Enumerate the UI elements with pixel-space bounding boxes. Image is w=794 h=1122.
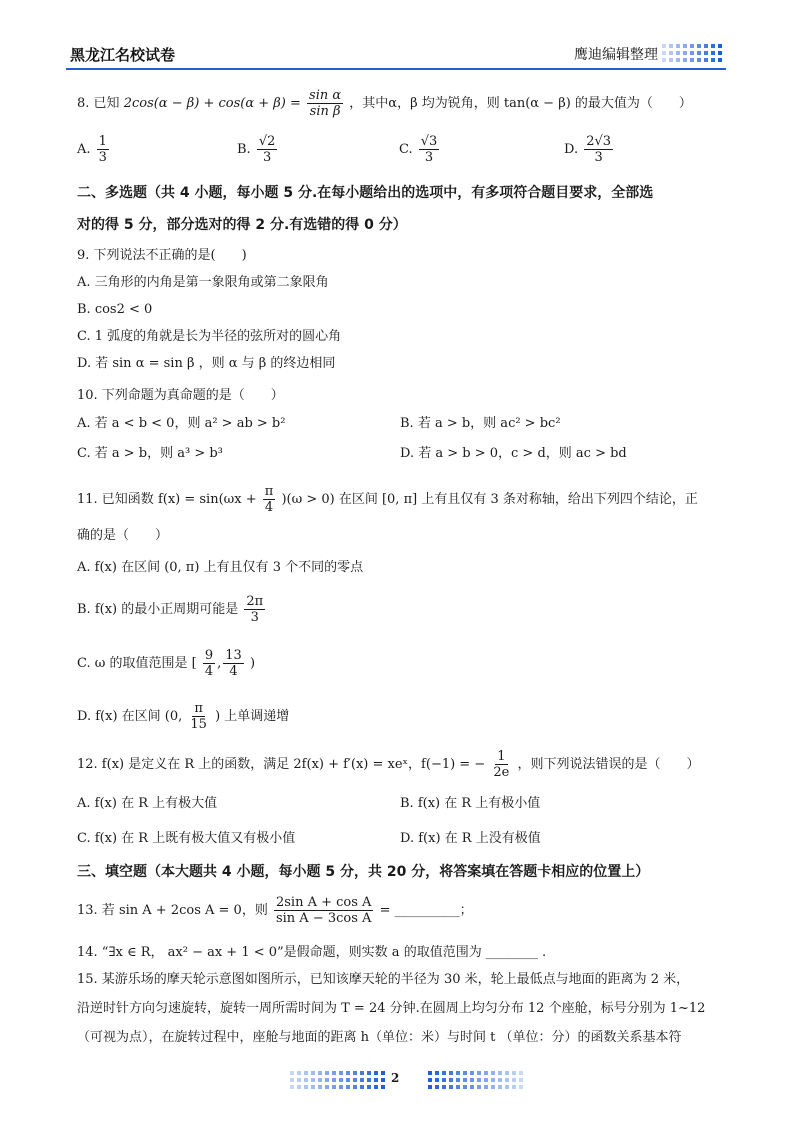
section2-title-line2: 对的得 5 分，部分选对的得 2 分.有选错的得 0 分） [77,217,407,233]
decor-dot [498,1085,502,1089]
decor-dot [662,58,666,62]
decor-dot [290,1071,294,1075]
decor-dot [374,1071,378,1075]
decor-dot [512,1085,516,1089]
decor-dot [353,1071,357,1075]
decor-dot [339,1071,343,1075]
decor-dot [470,1078,474,1082]
decor-dot [311,1071,315,1075]
decor-dot [470,1071,474,1075]
decor-dot [318,1078,322,1082]
decor-dot [346,1085,350,1089]
decor-dot [435,1071,439,1075]
decor-dot [311,1078,315,1082]
decor-dot [704,58,708,62]
decor-dot [367,1078,371,1082]
decor-dot [498,1078,502,1082]
decor-dot [697,44,701,48]
decor-dot [669,44,673,48]
decor-dot [297,1085,301,1089]
decor-dot [711,51,715,55]
decor-dot [676,51,680,55]
decor-dot [325,1085,329,1089]
q10-option-a: A. 若 a < b < 0，则 a² > ab > b² [77,416,286,431]
decor-dot [346,1078,350,1082]
decor-dot [456,1071,460,1075]
decor-dot [318,1071,322,1075]
decor-dot [697,58,701,62]
decor-dot [491,1071,495,1075]
decor-dot [339,1078,343,1082]
decor-dot [669,51,673,55]
header-school-title: 黑龙江名校试卷 [70,46,176,64]
decor-dot [505,1071,509,1075]
decor-dot [374,1085,378,1089]
decor-dot [435,1085,439,1089]
decor-dot [704,51,708,55]
page-number: 2 [391,1071,400,1085]
decor-dot [512,1078,516,1082]
decor-dot [463,1085,467,1089]
q15-line2: 沿逆时针方向匀速旋转，旋转一周所需时间为 T = 24 分钟.在圆周上均匀分布 12 个座舱，标号分别为 1~12 [77,1001,706,1016]
decor-dot [690,51,694,55]
header-editor-title: 鹰迪编辑整理 [574,47,658,63]
decor-dot [304,1085,308,1089]
q8-stem: 8. 已知 2cos(α − β) + cos(α + β) = $\frac{\text{sin α}}{\text{sin β}}$ ，其中α，β 均为锐角，则 tan(α − β) 的最大值为（ ） [77,88,692,119]
decor-dot [519,1078,523,1082]
decor-dot [442,1071,446,1075]
decor-dot [367,1071,371,1075]
decor-dot [662,44,666,48]
decor-dot [697,51,701,55]
decor-dot [477,1085,481,1089]
decor-dot [325,1071,329,1075]
decor-dot [381,1085,385,1089]
decor-dot [374,1078,378,1082]
q12-option-a: A. f(x) 在 R 上有极大值 [77,796,218,811]
header-dots-decoration [662,44,722,62]
decor-dot [512,1071,516,1075]
q10-stem: 10. 下列命题为真命题的是（ ） [77,388,284,403]
decor-dot [442,1078,446,1082]
q12-option-b: B. f(x) 在 R 上有极小值 [400,796,541,811]
decor-dot [676,44,680,48]
decor-dot [297,1071,301,1075]
decor-dot [498,1071,502,1075]
decor-dot [360,1078,364,1082]
q11-option-a: A. f(x) 在区间 (0, π) 上有且仅有 3 个不同的零点 [77,560,364,575]
decor-dot [339,1085,343,1089]
decor-dot [353,1085,357,1089]
decor-dot [491,1078,495,1082]
decor-dot [456,1085,460,1089]
decor-dot [449,1085,453,1089]
decor-dot [297,1078,301,1082]
decor-dot [484,1071,488,1075]
decor-dot [484,1085,488,1089]
decor-dot [711,58,715,62]
decor-dot [683,58,687,62]
q12-option-d: D. f(x) 在 R 上没有极值 [400,831,541,846]
q8-option-b: B. $\frac{√2}{3}$ [237,134,276,165]
q11-stem-line2: 确的是（ ） [77,528,169,543]
q10-option-b: B. 若 a > b，则 ac² > bc² [400,416,561,431]
q12-option-c: C. f(x) 在 R 上既有极大值又有极小值 [77,831,296,846]
decor-dot [718,51,722,55]
decor-dot [463,1078,467,1082]
q8-option-c: C. $\frac{√3}{3}$ [399,134,438,165]
decor-dot [381,1071,385,1075]
decor-dot [290,1085,294,1089]
footer-dots-left [290,1071,385,1089]
decor-dot [477,1078,481,1082]
decor-dot [718,58,722,62]
footer-dots-right [428,1071,523,1089]
q9-option-c: C. 1 弧度的角就是长为半径的弦所对的圆心角 [77,329,342,344]
decor-dot [676,58,680,62]
decor-dot [669,58,673,62]
decor-dot [360,1085,364,1089]
decor-dot [346,1071,350,1075]
decor-dot [690,44,694,48]
q13-stem: 13. 若 sin A + 2cos A = 0，则 $\frac{\text{2sin A + cos A}}{\text{sin A − 3cos A}}$ = __________； [77,895,473,926]
decor-dot [449,1078,453,1082]
q11-option-b: B. f(x) 的最小正周期可能是 $\frac{2\pi}{3}$ [77,594,264,625]
decor-dot [505,1078,509,1082]
decor-dot [318,1085,322,1089]
q8-fraction: $\frac{\text{sin α}}{\text{sin β}}$ [309,88,342,119]
q9-option-a: A. 三角形的内角是第一象限角或第二象限角 [77,275,329,290]
decor-dot [711,44,715,48]
decor-dot [290,1078,294,1082]
decor-dot [718,44,722,48]
q9-option-b: B. cos2 < 0 [77,302,153,317]
section2-title-line1: 二、多选题（共 4 小题，每小题 5 分.在每小题给出的选项中，有多项符合题目要求，全部选 [77,185,654,201]
decor-dot [332,1078,336,1082]
decor-dot [304,1071,308,1075]
decor-dot [311,1085,315,1089]
q8-option-a: A. $\frac{1}{3}$ [77,134,107,165]
decor-dot [442,1085,446,1089]
decor-dot [435,1078,439,1082]
decor-dot [381,1078,385,1082]
decor-dot [704,44,708,48]
q11-stem: 11. 已知函数 f(x) = sin(ωx + $\frac{\pi}{4}$ )(ω > 0) 在区间 [0, π] 上有且仅有 3 条对称轴，给出下列四个结论，正 [77,484,698,515]
decor-dot [519,1071,523,1075]
decor-dot [332,1085,336,1089]
decor-dot [428,1078,432,1082]
decor-dot [491,1085,495,1089]
decor-dot [477,1071,481,1075]
q8-option-d: D. $\frac{2√3}{3}$ [564,134,612,165]
decor-dot [449,1071,453,1075]
header-rule [66,68,726,70]
decor-dot [484,1078,488,1082]
decor-dot [505,1085,509,1089]
decor-dot [662,51,666,55]
decor-dot [470,1085,474,1089]
q15-line3: （可视为点），在旋转过程中，座舱与地面的距离 h（单位：米）与时间 t （单位：分）的函数关系基本符 [77,1030,682,1045]
decor-dot [360,1071,364,1075]
q14-stem: 14. “∃x ∈ R， ax² − ax + 1 < 0”是假命题，则实数 a 的取值范围为 ________ . [77,945,547,960]
decor-dot [456,1078,460,1082]
decor-dot [304,1078,308,1082]
decor-dot [332,1071,336,1075]
decor-dot [367,1085,371,1089]
decor-dot [690,58,694,62]
q15-line1: 15. 某游乐场的摩天轮示意图如图所示，已知该摩天轮的半径为 30 米，轮上最低点与地面的距离为 2 米， [77,972,690,987]
decor-dot [353,1078,357,1082]
decor-dot [519,1085,523,1089]
decor-dot [683,44,687,48]
q11-option-d: D. f(x) 在区间 (0, $\frac{\pi}{15}$ ) 上单调递增 [77,701,290,732]
q11-option-c: C. ω 的取值范围是 [ $\frac{9}{4}$ , $\frac{13}{4}$ ) [77,648,256,679]
q10-option-c: C. 若 a > b，则 a³ > b³ [77,446,223,461]
q9-stem: 9. 下列说法不正确的是( ) [77,248,247,263]
section3-title: 三、填空题（本大题共 4 小题，每小题 5 分，共 20 分，将答案填在答题卡相应的位置上） [77,864,650,880]
q9-option-d: D. 若 sin α = sin β ，则 α 与 β 的终边相同 [77,356,336,371]
decor-dot [463,1071,467,1075]
decor-dot [428,1071,432,1075]
decor-dot [325,1078,329,1082]
decor-dot [683,51,687,55]
q12-stem: 12. f(x) 是定义在 R 上的函数，满足 2f(x) + f′(x) = xeˣ，f(−1) = − $\frac{1}{2e}$ ，则下列说法错误的是（ ） [77,749,700,780]
decor-dot [428,1085,432,1089]
q10-option-d: D. 若 a > b > 0，c > d，则 ac > bd [400,446,627,461]
